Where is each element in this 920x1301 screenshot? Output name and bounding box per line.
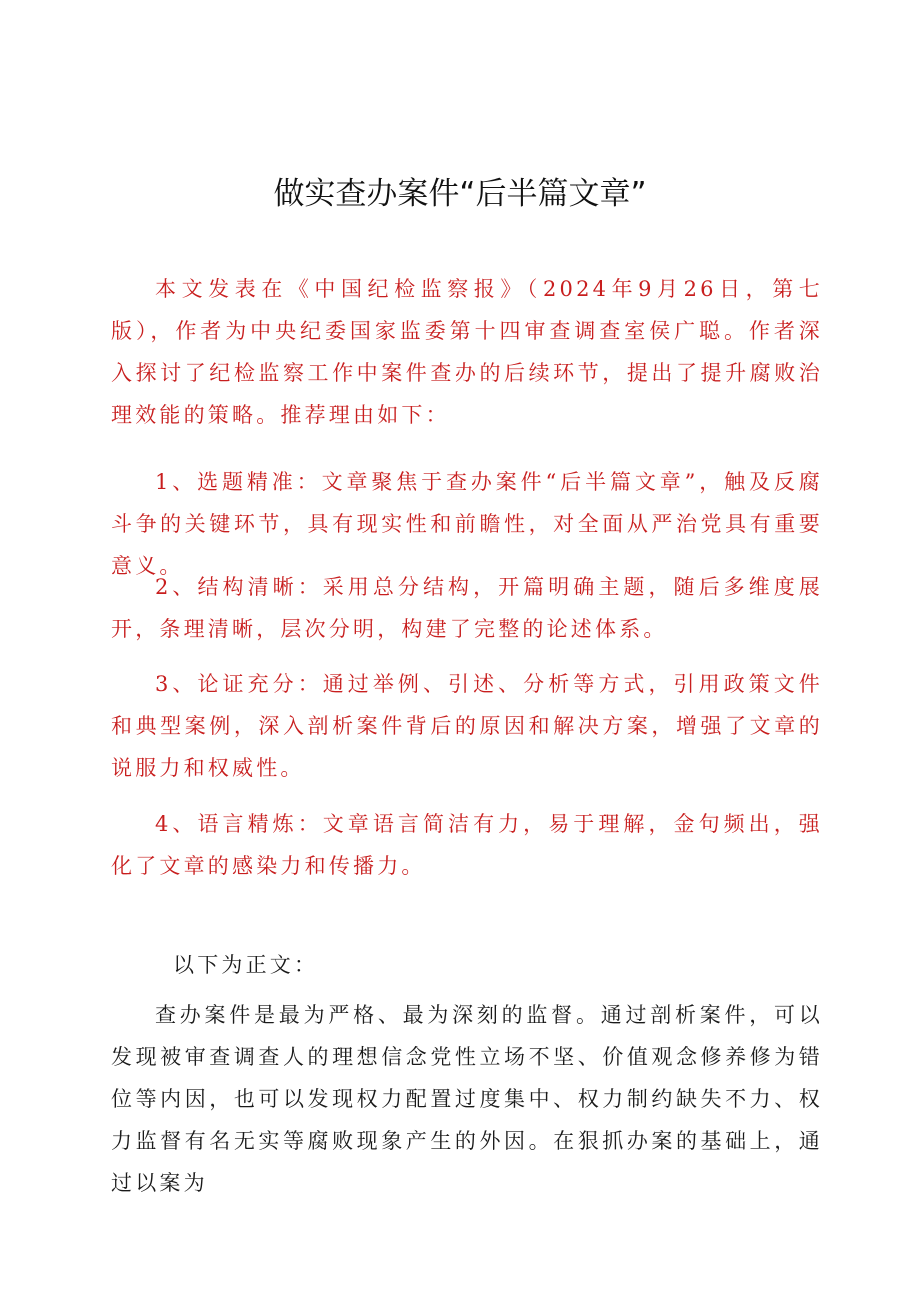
document-title: 做实查办案件“后半篇文章” — [273, 176, 647, 212]
intro-paragraph: 本文发表在《中国纪检监察报》（2024年9月26日，第七版），作者为中央纪委国家监委第十四审查调查室侯广聪。作者深入探讨了纪检监察工作中案件查办的后续环节，提出了提升腐败治理效能的策略。推荐理由如下： — [111, 277, 823, 427]
body-label: 以下为正文： — [173, 953, 319, 977]
reason-item-3: 3、论证充分：通过举例、引述、分析等方式，引用政策文件和典型案例，深入剖析案件背后的原因和解决方案，增强了文章的说服力和权威性。 — [111, 672, 823, 780]
reason-item-2: 2、结构清晰：采用总分结构，开篇明确主题，随后多维度展开，条理清晰，层次分明，构建了完整的论述体系。 — [111, 575, 823, 641]
reason-item-4: 4、语言精炼：文章语言简洁有力，易于理解，金句频出，强化了文章的感染力和传播力。 — [111, 812, 823, 878]
reason-item-1: 1、选题精准：文章聚焦于查办案件“后半篇文章”，触及反腐斗争的关键环节，具有现实性和前瞻性，对全面从严治党具有重要意义。 — [111, 470, 823, 578]
body-paragraph: 查办案件是最为严格、最为深刻的监督。通过剖析案件，可以发现被审查调查人的理想信念党性立场不坚、价值观念修养修为错位等内因，也可以发现权力配置过度集中、权力制约缺失不力、权力监督有名无实等腐败现象产生的外因。在狠抓办案的基础上，通过以案为 — [111, 1003, 823, 1195]
